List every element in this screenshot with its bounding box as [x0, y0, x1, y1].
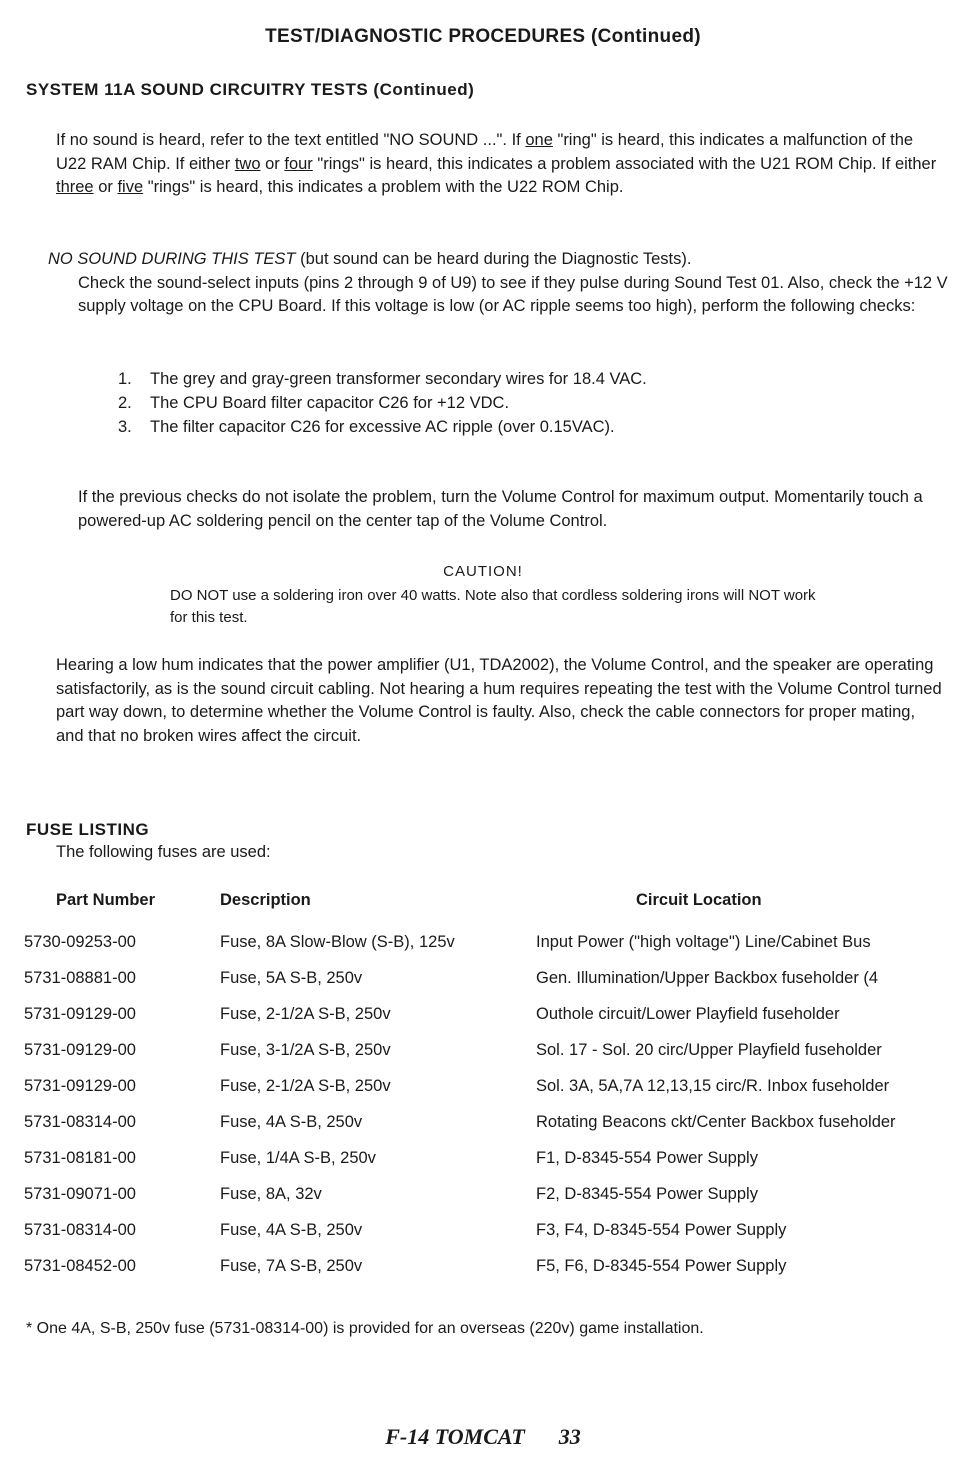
checks-list	[118, 367, 647, 439]
no-sound-title-rest: (but sound can be heard during the Diagnostic Tests).	[295, 250, 692, 268]
list-item: 2. The CPU Board filter capacitor C26 for +12 VDC.	[118, 394, 510, 412]
table-row: 5731-08181-00 Fuse, 1/4A S-B, 250v F1, D-8345-554 Power Supply	[24, 1148, 758, 1167]
page-title: TEST/DIAGNOSTIC PROCEDURES (Continued)	[265, 26, 701, 47]
caution-body: DO NOT use a soldering iron over 40 watts. Note also that cordless soldering irons will NOT work for this test.	[170, 587, 816, 626]
col-part-number: Part Number	[56, 890, 156, 909]
page-footer	[0, 1424, 966, 1450]
list-item: 3. The filter capacitor C26 for excessive AC ripple (over 0.15VAC).	[118, 418, 615, 436]
para1-text-2: "ring" is heard, this indicates a malfunction of the U22 RAM Chip. If either	[56, 131, 914, 173]
no-sound-title: NO SOUND DURING THIS TEST	[48, 250, 296, 268]
para1-one: one	[525, 131, 553, 149]
table-row: 5731-08452-00 Fuse, 7A S-B, 250v F5, F6, D-8345-554 Power Supply	[24, 1256, 787, 1275]
fuse-table	[24, 888, 954, 1284]
table-header-row	[24, 888, 954, 924]
para1-text-6: "rings" is heard, this indicates a problem with the U22 ROM Chip.	[143, 178, 624, 196]
table-row: 5731-08881-00 Fuse, 5A S-B, 250v Gen. Illumination/Upper Backbox fuseholder (4	[24, 968, 879, 987]
volume-check-paragraph: If the previous checks do not isolate the problem, turn the Volume Control for maximum output. Momentarily touch a powered-up AC soldering pencil on the center tap of the Volume Control.	[78, 488, 923, 530]
table-row: 5731-09129-00 Fuse, 2-1/2A S-B, 250v Sol. 3A, 5A,7A 12,13,15 circ/R. Inbox fuseholder	[24, 1076, 890, 1095]
caution-heading: CAUTION!	[443, 563, 523, 580]
fuse-listing-heading: FUSE LISTING	[26, 820, 150, 839]
no-sound-body: Check the sound-select inputs (pins 2 through 9 of U9) to see if they pulse during Sound Test 01. Also, check the +12 V supply voltage on the CPU Board. If this voltage is low (or AC ripple seems too high), perform the following checks:	[78, 273, 948, 315]
footer-game-title: F-14 TOMCAT	[385, 1424, 525, 1449]
table-row: 5731-09071-00 Fuse, 8A, 32v F2, D-8345-554 Power Supply	[24, 1184, 758, 1203]
para1-four: four	[284, 154, 313, 173]
para1-text-4: "rings" is heard, this indicates a problem associated with the U21 ROM Chip. If either	[312, 154, 937, 173]
para1-text-3: or	[260, 154, 285, 173]
no-sound-section	[48, 248, 948, 319]
para1-two: two	[234, 154, 261, 173]
hum-paragraph: Hearing a low hum indicates that the power amplifier (U1, TDA2002), the Volume Control, and the speaker are operating satisfactorily, as is the sound circuit cabling. Not hearing a hum requires repeating the test with the Volume Control turned part way down, to determine whether the Volume Control is faulty. Also, check the cable connectors for proper mating, and that no broken wires affect the circuit.	[56, 656, 942, 745]
sound-test-paragraph	[56, 129, 942, 200]
page-number: 33	[558, 1424, 581, 1449]
table-row: 5731-08314-00 Fuse, 4A S-B, 250v Rotating Beacons ckt/Center Backbox fuseholder	[24, 1112, 896, 1131]
list-item: 1. The grey and gray-green transformer secondary wires for 18.4 VAC.	[118, 370, 647, 388]
system11-heading: SYSTEM 11A SOUND CIRCUITRY TESTS (Continued)	[26, 80, 475, 99]
col-description: Description	[220, 890, 311, 909]
table-row: 5731-08314-00 Fuse, 4A S-B, 250v F3, F4, D-8345-554 Power Supply	[24, 1220, 787, 1239]
para1-three: three	[56, 178, 94, 196]
para1-text-1: If no sound is heard, refer to the text entitled "NO SOUND ...". If	[56, 131, 526, 149]
table-row: 5731-09129-00 Fuse, 3-1/2A S-B, 250v Sol. 17 - Sol. 20 circ/Upper Playfield fuseholder	[24, 1040, 882, 1059]
fuse-intro: The following fuses are used:	[56, 843, 271, 861]
col-circuit-location: Circuit Location	[636, 890, 762, 909]
fuse-footnote: * One 4A, S-B, 250v fuse (5731-08314-00) is provided for an overseas (220v) game installation.	[26, 1320, 704, 1337]
table-row: 5731-09129-00 Fuse, 2-1/2A S-B, 250v Outhole circuit/Lower Playfield fuseholder	[24, 1004, 840, 1023]
table-row: 5730-09253-00 Fuse, 8A Slow-Blow (S-B), 125v Input Power ("high voltage") Line/Cabinet Bus	[24, 932, 871, 951]
para1-text-5: or	[93, 178, 118, 196]
para1-five: five	[117, 178, 144, 196]
